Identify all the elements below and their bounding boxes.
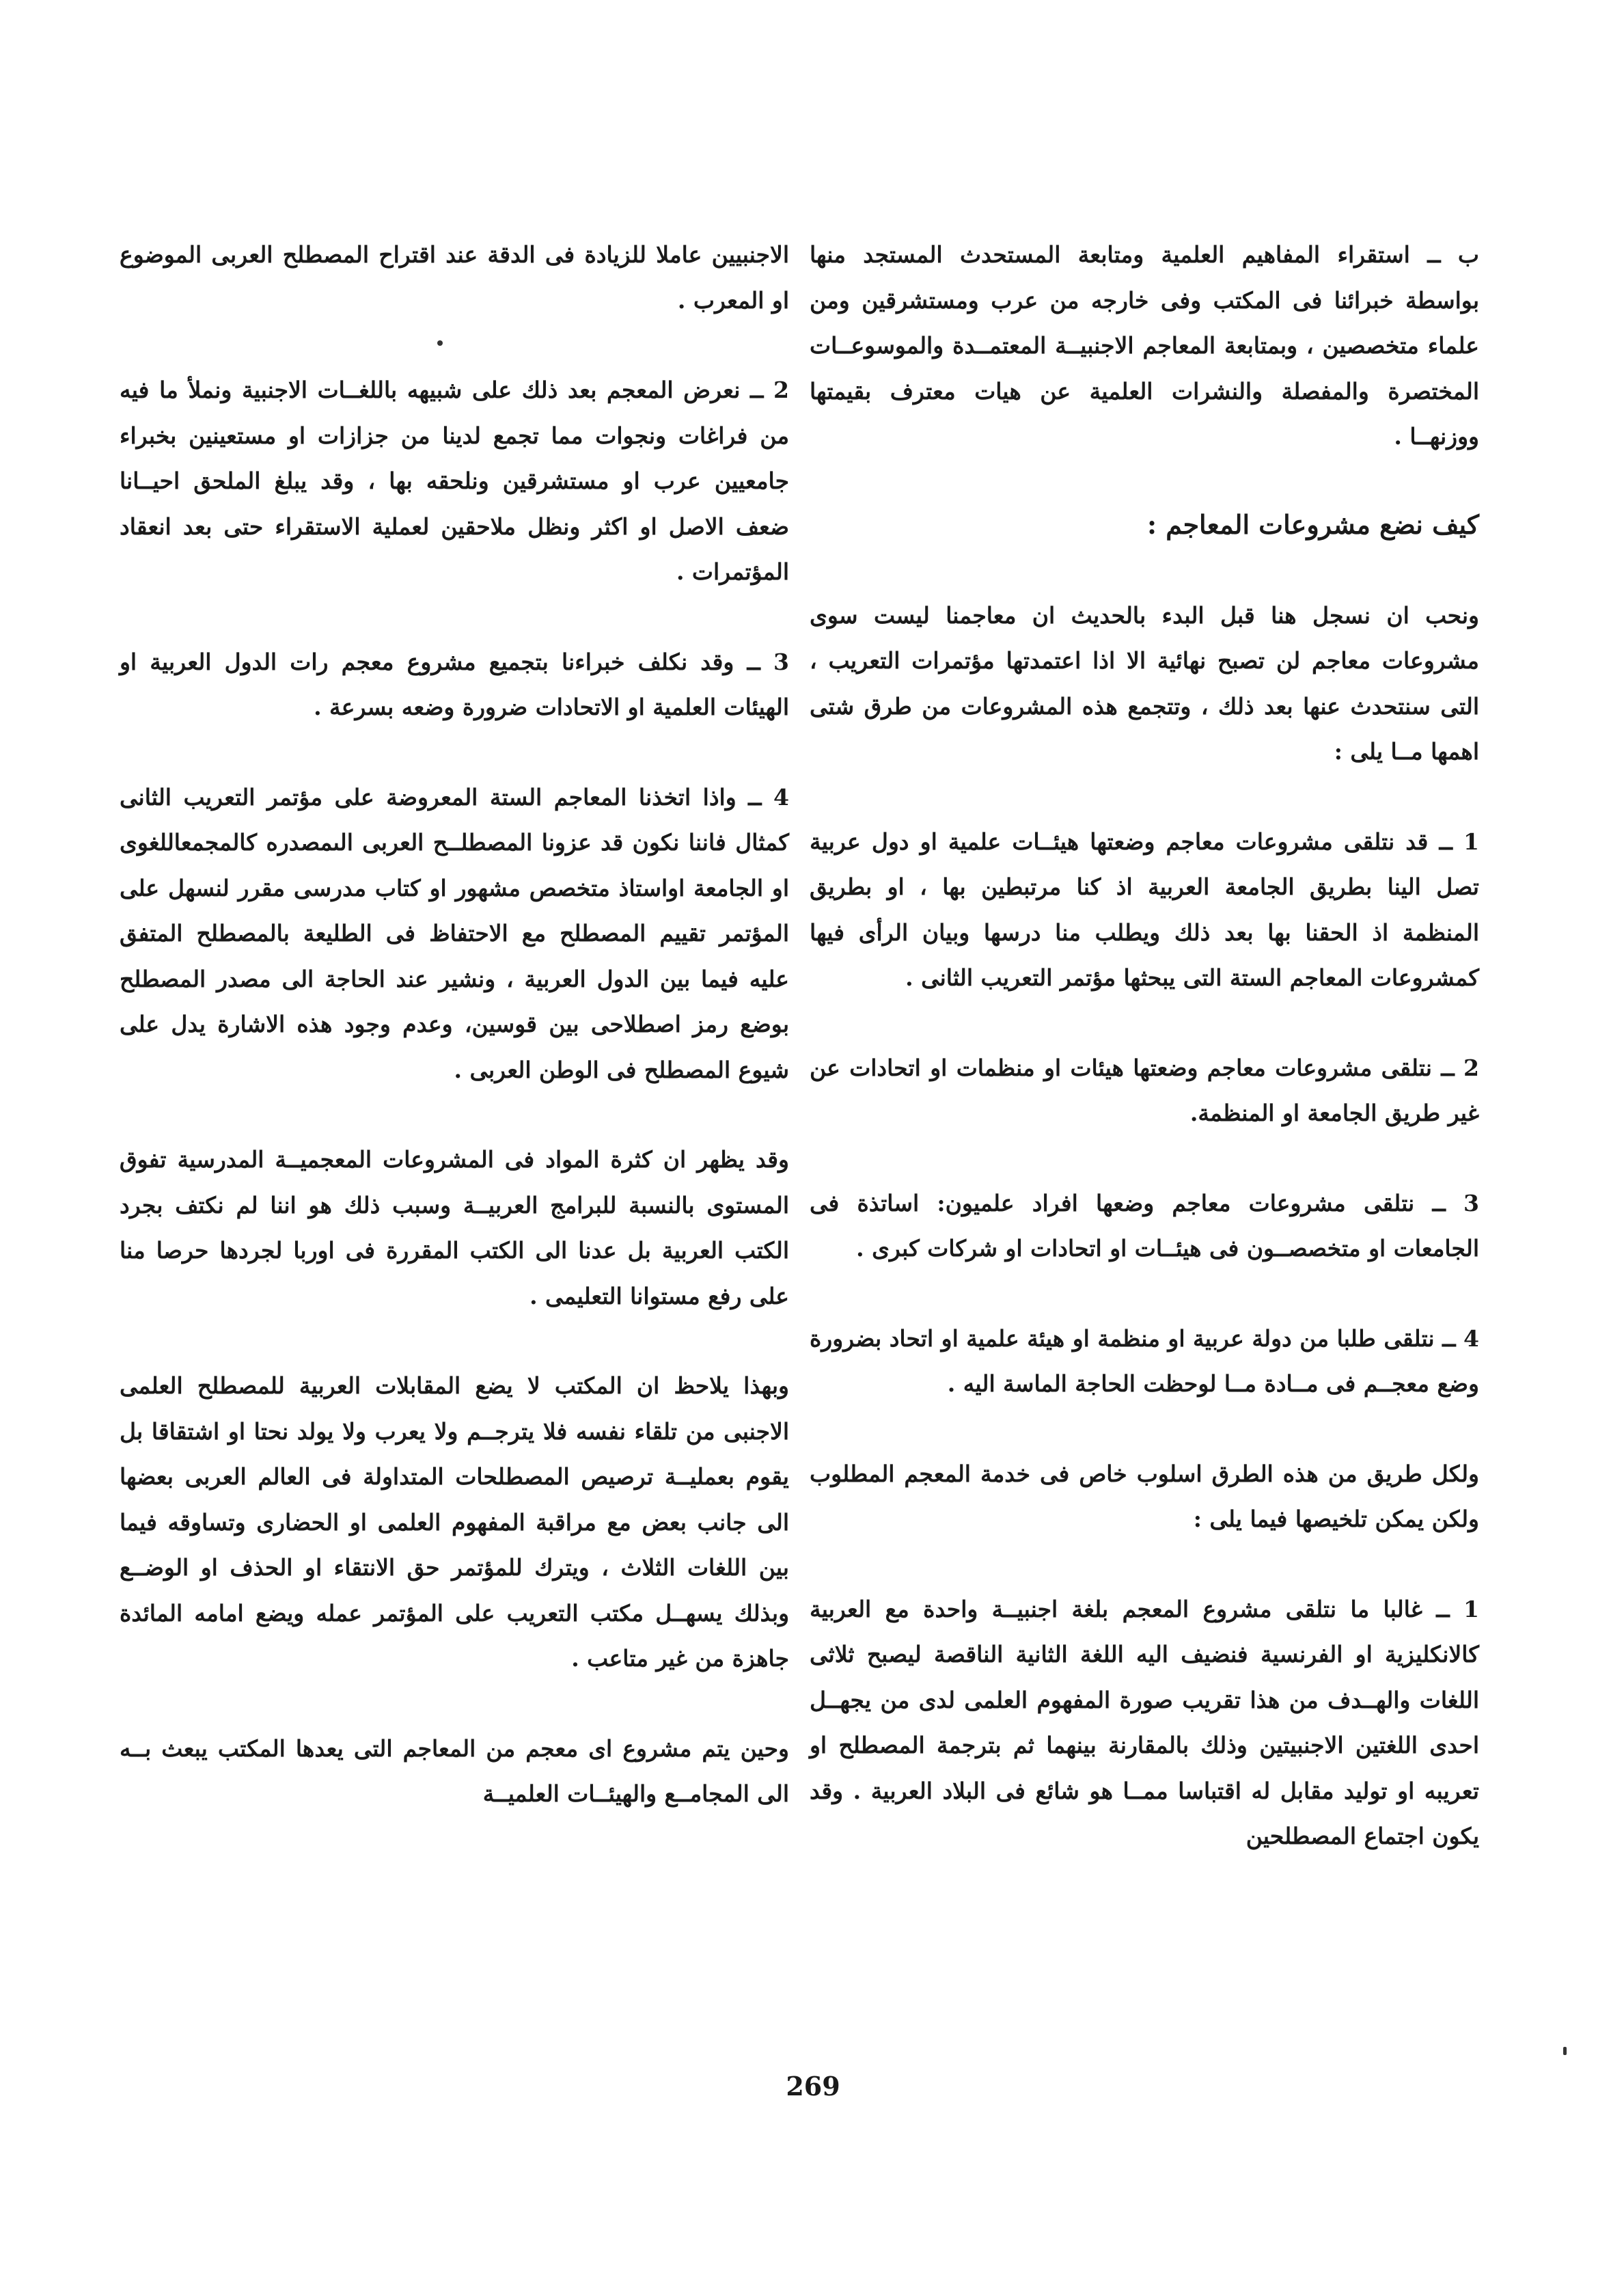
scan-speck (437, 340, 443, 346)
continuation-paragraph: الاجنبيين عاملا للزيادة فى الدقة عند اقتراح المصطلح العربى الموضوع او المعرب . (120, 241, 789, 314)
source-item-4: 4 ــ نتلقى طلبا من دولة عربية او منظمة او هيئة علمية او اتحاد بضرورة وضع معجــم فى مــادة مــا لوحظت الحاجة الماسة اليه . (810, 1324, 1479, 1397)
page-number: 269 (786, 2071, 840, 2102)
method-item-4: 4 ــ واذا اتخذنا المعاجم الستة المعروضة على مؤتمر التعريب الثانى كمثال فاننا نكون قد عزونا المصطلــح العربى الىمصدره كالمجمعاللغوى او الجامعة اواستاذ متخصص مشهور او كتاب مدرسى مقرر لنسهل على المؤتمر تقييم المصطلح مع الاحتفاظ فى الطليعة بالمصطلح المتفق عليه فيما بين الدول العربية ، ونشير عند الحاجة الى مصدر المصطلح بوضع رمز اصطلاحى بين قوسين، وعدم وجود هذه الاشارة يدل على شيوع المصطلح فى الوطن العربى . (120, 783, 789, 1083)
method-item-3: 3 ــ وقد نكلف خبراءنا بتجميع مشروع معجم رات الدول العربية او الهيئات العلمية او الاتحادات ضرورة وضعه بسرعة . (120, 648, 789, 720)
source-item-1: 1 ــ قد نتلقى مشروعات معاجم وضعتها هيئــات علمية او دول عربية تصل الينا بطريق الجامعة العربية اذ كنا مرتبطين بها ، او بطريق المنظمة اذ الحقنا بها بعد ذلك ويطلب منا درسها وبيان الرأى فيها كمشروعات المعاجم الستة التى يبحثها مؤتمر التعريب الثانى . (810, 828, 1479, 991)
methods-paragraph: ولكل طريق من هذه الطرق اسلوب خاص فى خدمة المعجم المطلوب ولكن يمكن تلخيصها فيما يلى : (810, 1460, 1479, 1532)
final-paragraph: وحين يتم مشروع اى معجم من المعاجم التى يعدها المكتب يبعث بــه الى المجامــع والهيئــات العلميــة (120, 1735, 789, 1807)
section-heading: كيف نضع مشروعات المعاجم : (1147, 508, 1479, 540)
office-paragraph: وبهذا يلاحظ ان المكتب لا يضع المقابلات العربية للمصطلح العلمى الاجنبى من تلقاء نفسه فلا يترجــم ولا يعرب ولا يولد نحتا او اشتقاقا بل يقوم بعمليــة ترصيص المصطلحات المتداولة فى العالم العربى بعضها الى جانب بعض مع مراقبة المفهوم العلمى او الحضارى وتساوقه فيما بين اللغات الثلاث ، ويترك للمؤتمر حق الانتقاء او الحذف او الوضــع وبذلك يسهــل مكتب التعريب على المؤتمر عمله ويضع امامه المائدة جاهزة من غير متاعب . (120, 1372, 789, 1672)
left-column (120, 232, 789, 1862)
intro-paragraph: ونحب ان نسجل هنا قبل البدء بالحديث ان معاجمنا ليست سوى مشروعات معاجم لن تصبح نهائية الا اذا اعتمدتها مؤتمرات التعريب ، التى سنتحدث عنها بعد ذلك ، وتتجمع هذه المشروعات من طرق شتى اهمها مــا يلى : (810, 601, 1479, 765)
school-paragraph: وقد يظهر ان كثرة المواد فى المشروعات المعجميــة المدرسية تفوق المستوى بالنسبة للبرامج العربيــة وسبب ذلك هو اننا لم نكتف بجرد الكتب العربية بل عدنا الى الكتب المقررة فى اوربا لجردها حرصا منا على رفع مستوانا التعليمى . (120, 1146, 789, 1309)
right-column (810, 232, 1479, 1904)
paragraph-b: ب ــ استقراء المفاهيم العلمية ومتابعة المستحدث المستجد منها بواسطة خبرائنا فى المكتب وفى خارجه من عرب ومستشرقين ومن علماء متخصصين ، وبمتابعة المعاجم الاجنبيــة المعتمــدة والموسوعــات المختصرة والمفصلة والنشرات العلمية عن هيات معترف بقيمتها ووزنهــا . (810, 241, 1479, 450)
scan-speck (1563, 2047, 1567, 2055)
source-item-3: 3 ــ نتلقى مشروعات معاجم وضعها افراد علميون: اساتذة فى الجامعات او متخصصــون فى هيئــات او اتحادات او شركات كبرى . (810, 1189, 1479, 1262)
source-item-2: 2 ــ نتلقى مشروعات معاجم وضعتها هيئات او منظمات او اتحادات عن غير طريق الجامعة او المنظمة. (810, 1054, 1479, 1126)
method-item-1: 1 ــ غالبا ما نتلقى مشروع المعجم بلغة اجنبيــة واحدة مع العربية كالانكليزية او الفرنسية فنضيف اليه اللغة الثانية الناقصة ليصبح ثلاثى اللغات والهــدف من هذا تقريب صورة المفهوم العلمى لدى من يجهــل احدى اللغتين الاجنبيتين وذلك بالمقارنة بينهما ثم بترجمة المصطلح او تعريبه او توليد مقابل له اقتباسا ممــا هو شائع فى البلاد العربية . وقد يكون اجتماع المصطلحين (810, 1595, 1479, 1849)
method-item-2: 2 ــ نعرض المعجم بعد ذلك على شبيهه باللغــات الاجنبية ونملأ ما فيه من فراغات ونجوات مما تجمع لدينا من جزازات او مستعينين بخبراء جامعيين عرب او مستشرقين ونلحقه بها ، وقد يبلغ الملحق احيــانا ضعف الاصل او اكثر ونظل ملاحقين لعملية الاستقراء حتى بعد انعقاد المؤتمرات . (120, 377, 789, 585)
